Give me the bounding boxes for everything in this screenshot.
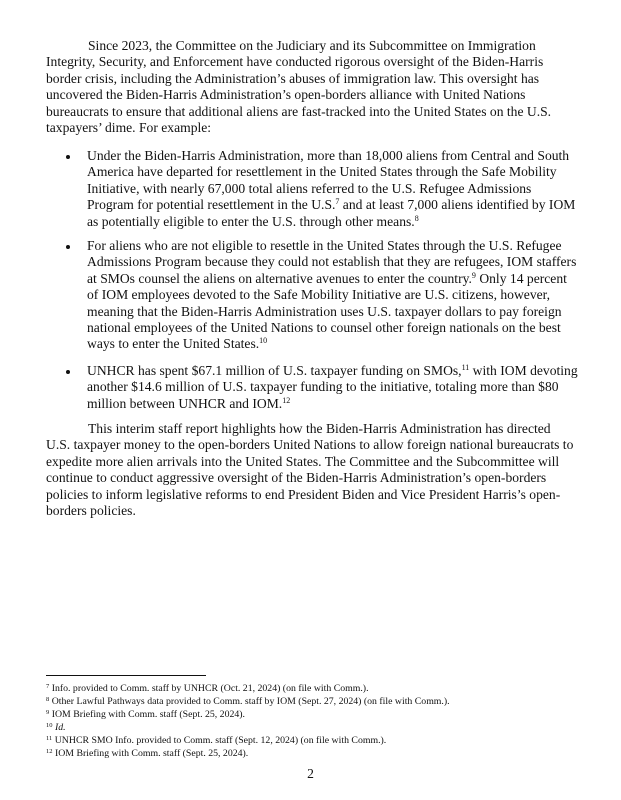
footnote-ref: 8 bbox=[414, 213, 419, 223]
footnote-ref: 12 bbox=[282, 395, 291, 405]
footnote-10: $^{10}$ Id. bbox=[46, 722, 66, 733]
bullet-marker bbox=[66, 155, 70, 159]
footnote-ref: 7 bbox=[335, 197, 340, 207]
footnote-ref: 11 bbox=[461, 363, 470, 372]
footnote-9: $^9$ IOM Briefing with Comm. staff (Sept. 25, 2024). bbox=[46, 709, 245, 720]
intro-paragraph bbox=[46, 38, 576, 136]
page-number: 2 bbox=[307, 766, 314, 781]
footnote-divider bbox=[46, 675, 206, 676]
bullet-item-2: For aliens who are not eligible to resettle in the United States through the U.S. Refugee Admissions Program because they could not establish that they are refugees, IOM staffers at SMOs counsel the aliens on alternative avenues to enter the country.$^9$ Only 14 percent of IOM employees devoted to the Safe Mobility Initiative are U.S. citizens, however, meaning that the Biden-Harris Administration uses U.S. taxpayer dollars to pay foreign national employees of the United Nations to counsel other foreign nationals on the best ways to enter the United States.$^{10}$ bbox=[87, 238, 577, 352]
footnote-8: $^8$ Other Lawful Pathways data provided to Comm. staff by IOM (Sept. 27, 2024) (on file with Comm.). bbox=[46, 696, 450, 707]
footnote-ref: 10 bbox=[259, 336, 268, 346]
footnote-ref: 9 bbox=[471, 270, 476, 280]
conclusion-text: This interim staff report highlights how the Biden-Harris Administration has directed U.S. taxpayer money to the open-borders United Nations to allow foreign national bureaucrats to expedite more alien arrivals into the United States. The Committee and the Subcommittee will continue to conduct aggressive oversight of the Biden-Harris Administration’s open-borders policies to inform legislative reforms to end President Biden and Vice President Harris’s open-borders policies. bbox=[46, 421, 574, 519]
footnote-11: $^{11}$ UNHCR SMO Info. provided to Comm. staff (Sept. 12, 2024) (on file with Comm.). bbox=[46, 735, 387, 746]
bullet-marker bbox=[66, 370, 70, 374]
bullet-marker bbox=[66, 245, 70, 249]
bullet-item-1: Under the Biden-Harris Administration, more than 18,000 aliens from Central and South America have departed for resettlement in the United States through the Safe Mobility Initiative, with nearly 67,000 total aliens referred to the U.S. Refugee Admissions Program for potential resettlement in the U.S.$^7$ and at least 7,000 aliens identified by IOM as potentially eligible to enter the U.S. through other means.$^8$ bbox=[87, 148, 576, 229]
intro-text: Since 2023, the Committee on the Judiciary and its Subcommittee on Immigration Integrity, Security, and Enforcement have conducted rigorous oversight of the Biden-Harris border crisis, including the Administration’s abuses of immigration law. This oversight has uncovered the Biden-Harris Administration’s open-borders alliance with United Nations bureaucrats to ensure that additional aliens are fast-tracked into the United States on the U.S. taxpayers’ dime. For example: bbox=[46, 38, 552, 136]
footnote-7: $^7$ Info. provided to Comm. staff by UNHCR (Oct. 21, 2024) (on file with Comm.). bbox=[46, 683, 369, 694]
bullet-item-3: UNHCR has spent $67.1 million of U.S. taxpayer funding on SMOs,$^{11}$ with IOM devoting another $14.6 million of U.S. taxpayer funding to the initiative, totaling more than $80 million between UNHCR and IOM.$^{12}$ bbox=[87, 363, 578, 411]
conclusion-paragraph bbox=[46, 421, 576, 519]
footnote-12: $^{12}$ IOM Briefing with Comm. staff (Sept. 25, 2024). bbox=[46, 748, 249, 759]
